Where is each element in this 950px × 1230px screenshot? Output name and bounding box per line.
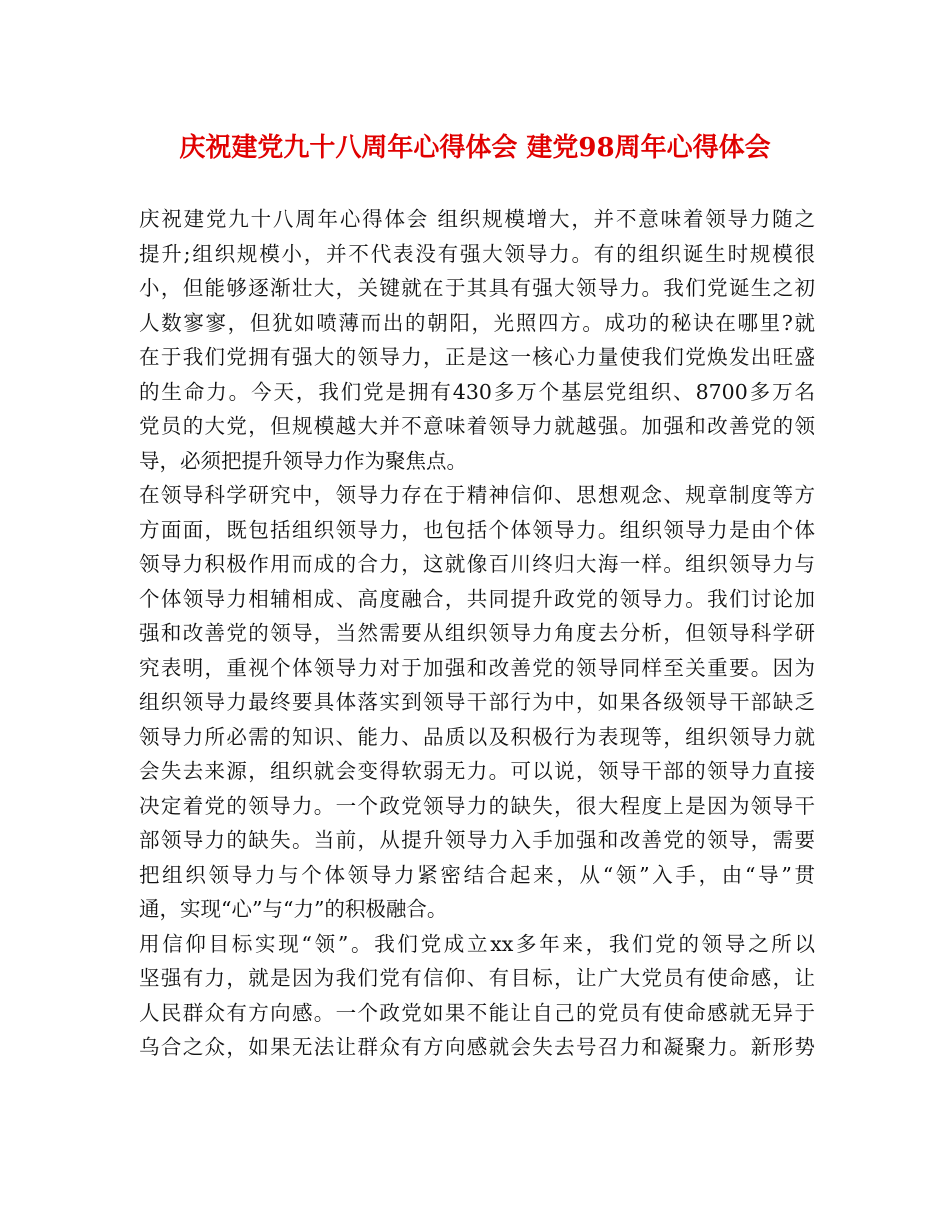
body-text-line: 领导力积极作用而成的合力，这就像百川终归大海一样。组织领导力与: [139, 552, 815, 576]
body-text-line: 会失去来源，组织就会变得软弱无力。可以说，领导干部的领导力直接: [139, 759, 815, 783]
body-text-line: 庆祝建党九十八周年心得体会 组织规模增大，并不意味着领导力随之: [139, 207, 815, 231]
document-body: [139, 202, 815, 1065]
body-text-line: 小，但能够逐渐壮大，关键就在于其具有强大领导力。我们党诞生之初: [139, 276, 815, 300]
body-text-line: 决定着党的领导力。一个政党领导力的缺失，很大程度上是因为领导干: [139, 793, 815, 818]
body-text-line: 组织领导力最终要具体落实到领导干部行为中，如果各级领导干部缺乏: [139, 690, 815, 714]
body-text-line: 人民群众有方向感。一个政党如果不能让自己的党员有使命感就无异于: [139, 1000, 815, 1025]
body-text-line: 强和改善党的领导，当然需要从组织领导力角度去分析，但领导科学研: [139, 621, 815, 645]
body-text-line: 方面面，既包括组织领导力，也包括个体领导力。组织领导力是由个体: [139, 517, 815, 542]
body-text-line: 用信仰目标实现“领”。我们党成立xx多年来，我们党的领导之所以: [139, 931, 815, 956]
body-text-line: 乌合之众，如果无法让群众有方向感就会失去号召力和凝聚力。新形势: [139, 1035, 815, 1059]
body-text-line: 坚强有力，就是因为我们党有信仰、有目标，让广大党员有使命感，让: [139, 966, 815, 990]
body-text-line: 的生命力。今天，我们党是拥有430多万个基层党组织、8700多万名: [139, 379, 815, 404]
body-text-line: 个体领导力相辅相成、高度融合，共同提升政党的领导力。我们讨论加: [139, 586, 815, 611]
body-text-line: 提升;组织规模小，并不代表没有强大领导力。有的组织诞生时规模很: [139, 241, 815, 266]
body-text-line: 人数寥寥，但犹如喷薄而出的朝阳，光照四方。成功的秘诀在哪里?就: [139, 310, 815, 335]
body-text-line: 领导力所必需的知识、能力、品质以及积极行为表现等，组织领导力就: [139, 724, 815, 749]
body-text-line: 通，实现“心”与“力”的积极融合。: [139, 897, 448, 921]
body-text-line: 究表明，重视个体领导力对于加强和改善党的领导同样至关重要。因为: [139, 655, 815, 680]
body-text-line: 党员的大党，但规模越大并不意味着领导力就越强。加强和改善党的领: [139, 414, 815, 438]
body-text-line: 把组织领导力与个体领导力紧密结合起来，从“领”入手，由“导”贯: [139, 862, 815, 887]
body-text-line: 在领导科学研究中，领导力存在于精神信仰、思想观念、规章制度等方: [139, 483, 815, 507]
body-text-line: 部领导力的缺失。当前，从提升领导力入手加强和改善党的领导，需要: [139, 828, 815, 852]
document-title: 庆祝建党九十八周年心得体会 建党98周年心得体会: [179, 133, 771, 163]
body-text-line: 导，必须把提升领导力作为聚焦点。: [139, 448, 467, 473]
body-text-line: 在于我们党拥有强大的领导力，正是这一核心力量使我们党焕发出旺盛: [139, 345, 815, 369]
